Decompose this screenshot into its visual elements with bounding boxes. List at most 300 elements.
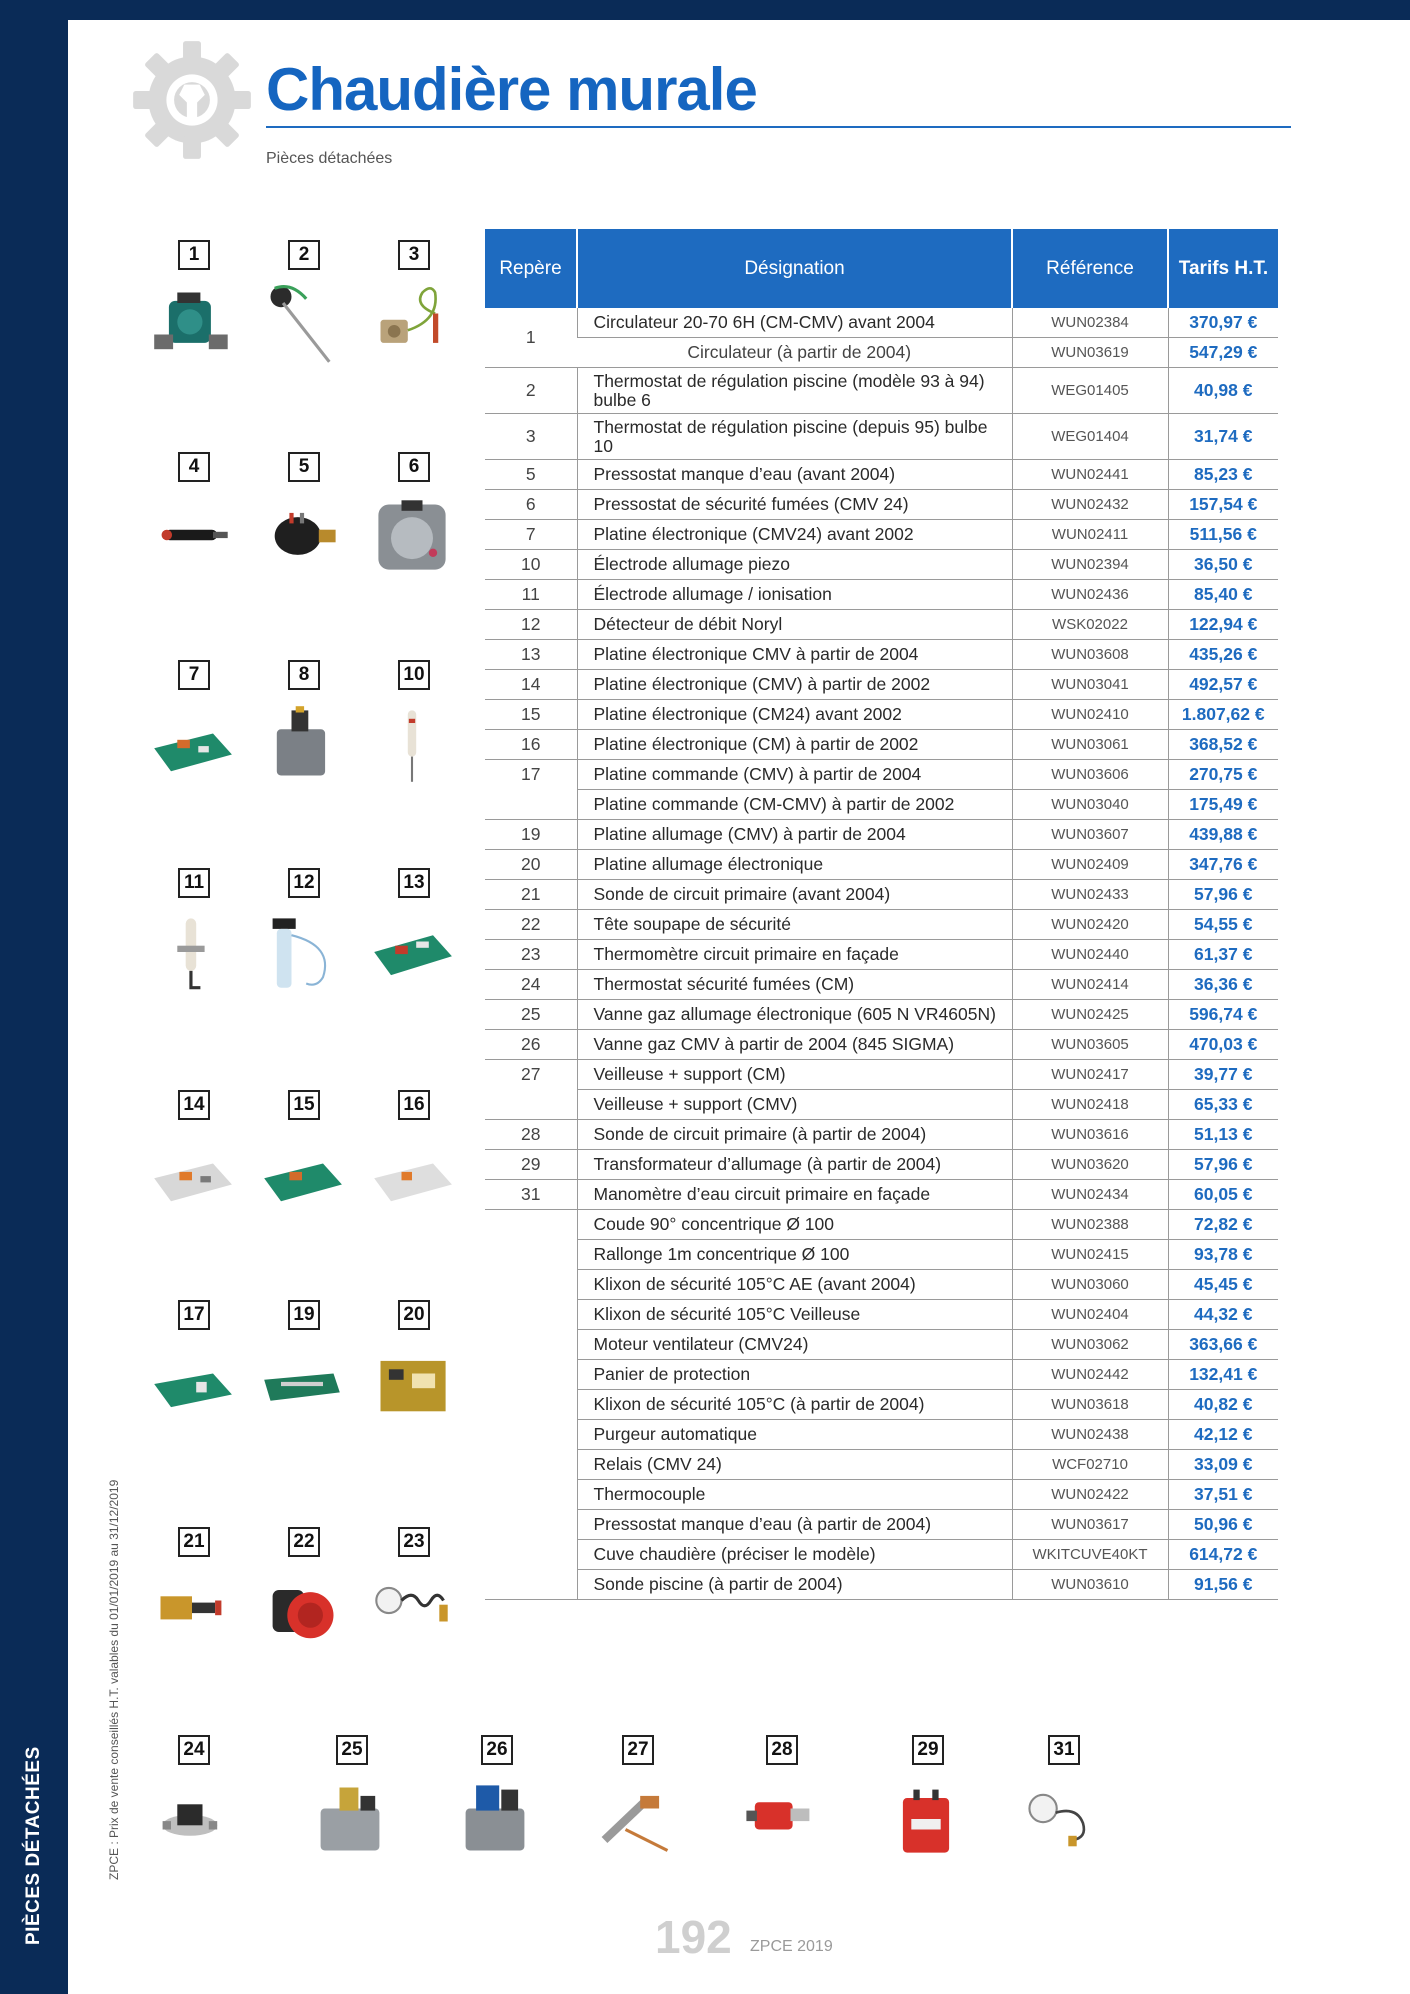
cell-price: 37,51 € [1168,1480,1278,1510]
part-number: 16 [398,1090,430,1120]
temperature-probe-icon [738,1777,822,1861]
temperature-probe-icon [150,1569,234,1653]
cell-repere: 17 [521,764,541,785]
cell-repere: 25 [485,1000,577,1030]
cell-designation: Rallonge 1m concentrique Ø 100 [577,1240,1012,1270]
cell-price: 40,82 € [1168,1390,1278,1420]
cell-price: 470,03 € [1168,1030,1278,1060]
cell-repere: 7 [485,520,577,550]
cell-reference: WUN02411 [1012,520,1168,550]
cell-price: 51,13 € [1168,1120,1278,1150]
col-header-reference: Référence [1012,229,1168,308]
page-subtitle: Pièces détachées [266,150,393,167]
cell-price: 33,09 € [1168,1450,1278,1480]
part-number: 28 [766,1735,798,1765]
table-row [485,1120,1278,1150]
cell-reference: WUN03620 [1012,1150,1168,1180]
part-number: 23 [398,1527,430,1557]
cell-designation: Manomètre d’eau circuit primaire en façade [577,1180,1012,1210]
part-11 [142,868,242,1018]
flow-sensor-icon [260,910,344,994]
table-header-row [485,229,1278,308]
cell-repere [485,1360,577,1390]
part-19 [252,1300,352,1450]
table-row [485,490,1278,520]
cell-reference: WSK02022 [1012,610,1168,640]
cell-reference: WUN02442 [1012,1360,1168,1390]
circuit-board-icon [370,910,454,994]
cell-designation: Sonde de circuit primaire (avant 2004) [577,880,1012,910]
cell-reference: WCF02710 [1012,1450,1168,1480]
page-number: 192 [655,1911,732,1963]
cell-reference: WUN03060 [1012,1270,1168,1300]
part-28 [730,1735,830,1885]
cell-repere: 5 [485,460,577,490]
cell-designation: Tête soupape de sécurité [577,910,1012,940]
part-number: 2 [288,240,320,270]
part-24 [142,1735,242,1885]
cell-reference: WUN03062 [1012,1330,1168,1360]
cell-reference: WUN02409 [1012,850,1168,880]
part-number: 22 [288,1527,320,1557]
part-number: 7 [178,660,210,690]
cell-reference: WUN02440 [1012,940,1168,970]
cell-designation: Thermocouple [577,1480,1012,1510]
parts-price-table [485,229,1278,1600]
part-13 [362,868,462,1018]
cell-price: 122,94 € [1168,610,1278,640]
part-number: 24 [178,1735,210,1765]
cell-reference: WUN03619 [1012,338,1168,368]
table-row [485,1420,1278,1450]
part-number: 19 [288,1300,320,1330]
cell-designation: Relais (CMV 24) [577,1450,1012,1480]
part-number: 31 [1048,1735,1080,1765]
cell-repere [485,1240,577,1270]
cell-designation: Thermostat de régulation piscine (modèle 93 à 94) bulbe 6 [577,368,1012,414]
cell-designation: Platine allumage électronique [577,850,1012,880]
cell-price: 270,75 € [1168,760,1278,790]
cell-repere: 12 [485,610,577,640]
cell-reference: WUN02434 [1012,1180,1168,1210]
cell-designation: Cuve chaudière (préciser le modèle) [577,1540,1012,1570]
cell-price: 363,66 € [1168,1330,1278,1360]
cell-reference: WUN03040 [1012,790,1168,820]
cell-price: 50,96 € [1168,1510,1278,1540]
cell-designation: Vanne gaz CMV à partir de 2004 (845 SIGMA) [577,1030,1012,1060]
part-3 [362,240,462,390]
validity-note: ZPCE : Prix de vente conseillés H.T. valables du 01/01/2019 au 31/12/2019 [107,1479,121,1880]
cell-price: 36,50 € [1168,550,1278,580]
cell-price: 511,56 € [1168,520,1278,550]
part-23 [362,1527,462,1677]
ignition-transformer-icon [884,1777,968,1861]
part-25 [300,1735,400,1885]
cell-designation: Thermomètre circuit primaire en façade [577,940,1012,970]
part-number: 27 [622,1735,654,1765]
cell-designation: Transformateur d’allumage (à partir de 2004) [577,1150,1012,1180]
cell-repere: 27 [521,1064,541,1085]
cell-reference: WUN02417 [1012,1060,1168,1090]
flue-pressure-switch-icon [370,494,454,578]
cell-designation: Platine allumage (CMV) à partir de 2004 [577,820,1012,850]
cell-price: 1.807,62 € [1168,700,1278,730]
cell-repere: 11 [485,580,577,610]
cell-repere: 31 [485,1180,577,1210]
cell-designation: Coude 90° concentrique Ø 100 [577,1210,1012,1240]
control-board-icon [150,1342,234,1426]
part-number: 3 [398,240,430,270]
table-row [485,1060,1278,1090]
gas-valve-icon [260,702,344,786]
cell-repere [485,1090,577,1120]
cell-price: 368,52 € [1168,730,1278,760]
table-row [485,670,1278,700]
cell-price: 439,88 € [1168,820,1278,850]
cell-reference: WUN02388 [1012,1210,1168,1240]
ignition-electrode-icon [370,702,454,786]
table-row [485,414,1278,460]
safety-valve-head-icon [260,1569,344,1653]
cell-price: 492,57 € [1168,670,1278,700]
part-number: 6 [398,452,430,482]
table-row [485,1240,1278,1270]
cell-price: 45,45 € [1168,1270,1278,1300]
part-21 [142,1527,242,1677]
part-1 [142,240,242,390]
cell-repere [485,1420,577,1450]
thermostat-bulb-icon [260,282,344,366]
cell-price: 61,37 € [1168,940,1278,970]
cell-reference: WUN03608 [1012,640,1168,670]
cell-reference: WUN03606 [1012,760,1168,790]
table-row [485,640,1278,670]
cell-designation: Vanne gaz allumage électronique (605 N VR4605N) [577,1000,1012,1030]
part-27 [586,1735,686,1885]
cell-price: 370,97 € [1168,308,1278,338]
pressure-gauge-icon [1020,1777,1104,1861]
cell-reference: WUN02436 [1012,580,1168,610]
cell-repere: 13 [485,640,577,670]
table-row [485,1180,1278,1210]
cell-price: 39,77 € [1168,1060,1278,1090]
part-2 [252,240,352,390]
circulator-pump-icon [150,282,234,366]
circuit-board-icon [150,1132,234,1216]
cell-reference: WUN02432 [1012,490,1168,520]
cell-reference: WUN03610 [1012,1570,1168,1600]
part-number: 20 [398,1300,430,1330]
table-row [485,1510,1278,1540]
table-row [485,1540,1278,1570]
cell-designation: Circulateur (à partir de 2004) [577,338,1012,368]
cell-designation: Moteur ventilateur (CMV24) [577,1330,1012,1360]
table-row [485,580,1278,610]
cell-price: 36,36 € [1168,970,1278,1000]
part-26 [445,1735,545,1885]
table-row [485,368,1278,414]
part-6 [362,452,462,602]
cell-designation: Platine commande (CMV) à partir de 2004 [577,760,1012,790]
cell-price: 44,32 € [1168,1300,1278,1330]
table-row [485,730,1278,760]
gas-valve-icon [453,1777,537,1861]
cell-designation: Pressostat manque d’eau (à partir de 2004) [577,1510,1012,1540]
table-row [485,1000,1278,1030]
table-row [485,1210,1278,1240]
cell-designation: Électrode allumage / ionisation [577,580,1012,610]
col-header-designation: Désignation [577,229,1012,308]
cell-repere [485,1330,577,1360]
cell-designation: Klixon de sécurité 105°C Veilleuse [577,1300,1012,1330]
part-number: 4 [178,452,210,482]
cell-price: 93,78 € [1168,1240,1278,1270]
cell-designation: Sonde piscine (à partir de 2004) [577,1570,1012,1600]
table-row [485,338,1278,368]
ignition-board-icon [260,1342,344,1426]
table-row [485,850,1278,880]
table-row [485,970,1278,1000]
part-number: 5 [288,452,320,482]
cell-designation: Sonde de circuit primaire (à partir de 2004) [577,1120,1012,1150]
cell-repere [485,1210,577,1240]
cell-price: 57,96 € [1168,880,1278,910]
cell-designation: Pressostat de sécurité fumées (CMV 24) [577,490,1012,520]
cell-reference: WUN02433 [1012,880,1168,910]
part-12 [252,868,352,1018]
part-number: 11 [178,868,210,898]
flue-thermostat-icon [150,1777,234,1861]
cell-designation: Platine électronique CMV à partir de 2004 [577,640,1012,670]
catalog-label: ZPCE 2019 [750,1938,833,1955]
cell-repere [485,1390,577,1420]
cell-price: 60,05 € [1168,1180,1278,1210]
cell-designation: Klixon de sécurité 105°C (à partir de 2004) [577,1390,1012,1420]
top-bar [0,0,1410,20]
cell-reference: WUN03616 [1012,1120,1168,1150]
table-row [485,610,1278,640]
part-14 [142,1090,242,1240]
cell-repere: 16 [485,730,577,760]
table-row [485,1570,1278,1600]
part-20 [362,1300,462,1450]
part-10 [362,660,462,810]
cell-designation: Platine électronique (CM24) avant 2002 [577,700,1012,730]
cell-reference: WUN03041 [1012,670,1168,700]
cell-reference: WUN03617 [1012,1510,1168,1540]
circuit-board-icon [370,1132,454,1216]
table-row [485,460,1278,490]
part-number: 26 [481,1735,513,1765]
table-row [485,940,1278,970]
pilot-burner-icon [594,1777,678,1861]
cell-price: 72,82 € [1168,1210,1278,1240]
cell-repere [485,1270,577,1300]
cell-designation: Détecteur de débit Noryl [577,610,1012,640]
cell-price: 157,54 € [1168,490,1278,520]
part-number: 15 [288,1090,320,1120]
cell-repere: 3 [485,414,577,460]
cell-repere [485,1540,577,1570]
cell-repere: 6 [485,490,577,520]
cell-repere: 1 [485,308,577,368]
part-22 [252,1527,352,1677]
table-row [485,910,1278,940]
part-5 [252,452,352,602]
thermostat-capillary-icon [370,282,454,366]
cell-reference: WUN02422 [1012,1480,1168,1510]
table-row [485,880,1278,910]
table-row [485,308,1278,338]
cell-repere: 15 [485,700,577,730]
cell-price: 596,74 € [1168,1000,1278,1030]
title-rule [266,126,1291,128]
cell-price: 54,55 € [1168,910,1278,940]
thermometer-icon [370,1569,454,1653]
part-number: 29 [912,1735,944,1765]
cell-reference: WUN02420 [1012,910,1168,940]
cell-price: 132,41 € [1168,1360,1278,1390]
cell-reference: WUN02441 [1012,460,1168,490]
cell-reference: WUN02410 [1012,700,1168,730]
part-31 [1012,1735,1112,1885]
cell-repere: 14 [485,670,577,700]
cell-reference: WUN03061 [1012,730,1168,760]
table-row [485,1360,1278,1390]
cell-designation: Pressostat manque d’eau (avant 2004) [577,460,1012,490]
cell-designation: Platine électronique (CMV) à partir de 2002 [577,670,1012,700]
cell-repere: 24 [485,970,577,1000]
part-number: 10 [398,660,430,690]
part-number: 13 [398,868,430,898]
part-number: 8 [288,660,320,690]
cell-price: 42,12 € [1168,1420,1278,1450]
cell-reference: WUN02425 [1012,1000,1168,1030]
part-number: 14 [178,1090,210,1120]
cell-designation: Électrode allumage piezo [577,550,1012,580]
cell-designation: Thermostat de régulation piscine (depuis 95) bulbe 10 [577,414,1012,460]
table-row [485,820,1278,850]
cell-reference: WUN02415 [1012,1240,1168,1270]
circuit-board-icon [260,1132,344,1216]
cell-reference: WUN02414 [1012,970,1168,1000]
part-7 [142,660,242,810]
part-15 [252,1090,352,1240]
cell-repere: 19 [485,820,577,850]
cell-designation: Veilleuse + support (CM) [577,1060,1012,1090]
table-row [485,1030,1278,1060]
cell-repere [485,1450,577,1480]
cell-repere: 26 [485,1030,577,1060]
cell-price: 547,29 € [1168,338,1278,368]
table-row [485,700,1278,730]
cell-designation: Klixon de sécurité 105°C AE (avant 2004) [577,1270,1012,1300]
col-header-price: Tarifs H.T. [1168,229,1278,308]
cell-repere: 23 [485,940,577,970]
part-number: 17 [178,1300,210,1330]
pressure-switch-icon [260,494,344,578]
table-row [485,1090,1278,1120]
cell-repere: 28 [485,1120,577,1150]
part-number: 25 [336,1735,368,1765]
part-29 [876,1735,976,1885]
ignition-board-icon [370,1342,454,1426]
cell-reference: WUN02438 [1012,1420,1168,1450]
side-bar [0,0,68,1994]
cell-repere: 29 [485,1150,577,1180]
table-row [485,1330,1278,1360]
part-number: 21 [178,1527,210,1557]
part-number: 12 [288,868,320,898]
cell-repere [485,1570,577,1600]
cell-designation: Panier de protection [577,1360,1012,1390]
part-4 [142,452,242,602]
cell-repere: 22 [485,910,577,940]
table-row [485,790,1278,820]
cell-repere [485,1480,577,1510]
cell-designation: Platine commande (CM-CMV) à partir de 2002 [577,790,1012,820]
cell-reference: WUN02394 [1012,550,1168,580]
table-row [485,760,1278,790]
cell-reference: WEG01405 [1012,368,1168,414]
cell-designation: Purgeur automatique [577,1420,1012,1450]
part-16 [362,1090,462,1240]
cell-designation: Platine électronique (CMV24) avant 2002 [577,520,1012,550]
table-row [485,1150,1278,1180]
cell-reference: WUN02404 [1012,1300,1168,1330]
page-title: Chaudière murale [266,56,757,123]
table-row [485,1300,1278,1330]
cell-reference: WKITCUVE40KT [1012,1540,1168,1570]
cell-reference: WUN03618 [1012,1390,1168,1420]
cell-price: 85,40 € [1168,580,1278,610]
ionisation-electrode-icon [150,910,234,994]
cell-reference: WEG01404 [1012,414,1168,460]
gas-valve-icon [308,1777,392,1861]
col-header-repere: Repère [485,229,577,308]
cell-reference: WUN02384 [1012,308,1168,338]
cell-reference: WUN03607 [1012,820,1168,850]
part-number: 1 [178,240,210,270]
cell-designation: Thermostat sécurité fumées (CM) [577,970,1012,1000]
circuit-board-icon [150,702,234,786]
cell-repere: 2 [485,368,577,414]
cell-price: 347,76 € [1168,850,1278,880]
cell-designation: Veilleuse + support (CMV) [577,1090,1012,1120]
cell-designation: Circulateur 20-70 6H (CM-CMV) avant 2004 [577,308,1012,338]
gear-wrench-icon [128,36,256,164]
cell-price: 614,72 € [1168,1540,1278,1570]
cell-price: 40,98 € [1168,368,1278,414]
table-row [485,1390,1278,1420]
cell-repere [485,790,577,820]
cell-designation: Platine électronique (CM) à partir de 2002 [577,730,1012,760]
cell-reference: WUN02418 [1012,1090,1168,1120]
cell-reference: WUN03605 [1012,1030,1168,1060]
cell-price: 65,33 € [1168,1090,1278,1120]
table-row [485,550,1278,580]
electrode-icon [150,494,234,578]
part-17 [142,1300,242,1450]
cell-repere: 10 [485,550,577,580]
part-8 [252,660,352,810]
table-row [485,1270,1278,1300]
cell-repere: 21 [485,880,577,910]
cell-price: 175,49 € [1168,790,1278,820]
cell-repere [485,1510,577,1540]
cell-price: 435,26 € [1168,640,1278,670]
table-row [485,520,1278,550]
